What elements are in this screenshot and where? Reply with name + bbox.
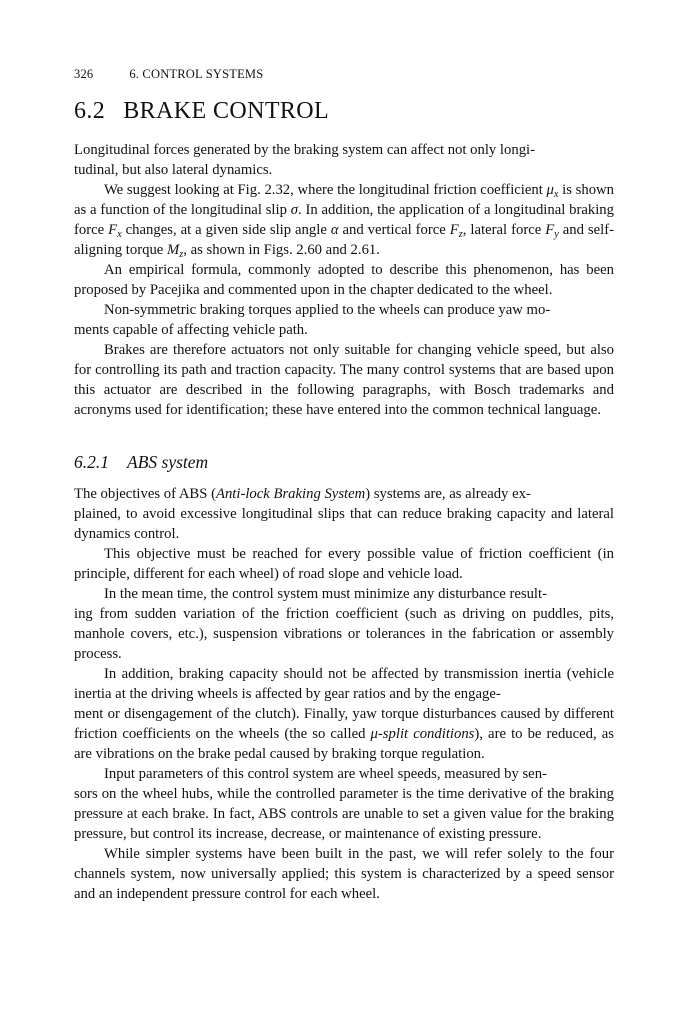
paragraph: An empirical formula, commonly adopted to describe this phenomenon, has been proposed by Pacejika and commented upon in the chapter dedicated to the wheel. [74, 262, 614, 298]
section-title: BRAKE CONTROL [123, 98, 330, 124]
paragraph: Input parameters of this control system are wheel speeds, measured by sen- sors on the wheel hubs, while the controlled parameter is the time derivative of the braking pressure at each brake. In fact, ABS controls are unable to set a given value for the braking pressure, but control its increase, decrease, or maintenance of existing pressure. [74, 766, 614, 842]
subsection-body [74, 484, 614, 904]
chapter-title: 6. CONTROL SYSTEMS [129, 67, 264, 81]
section-heading [74, 96, 614, 126]
paragraph: We suggest looking at Fig. 2.32, where the longitudinal friction coefficient $\mu_x$ is shown as a function of the longitudinal slip σ. In addition, the application of a longitudinal braking force $F_x$ changes, at a given side slip angle α and vertical force $F_z$, lateral force $F_y$ and self-aligning torque $M_z$, as shown in Figs. 2.60 and 2.61. [74, 182, 615, 261]
subsection-heading [74, 451, 614, 473]
running-head [74, 64, 614, 84]
section-body [74, 140, 614, 420]
paragraph: Non-symmetric braking torques applied to the wheels can produce yaw mo- ments capable of affecting vehicle path. [74, 302, 551, 338]
page [74, 64, 614, 904]
paragraph: Brakes are therefore actuators not only suitable for changing vehicle speed, but also for controlling its path and traction capacity. The many control systems that are based upon this actuator are described in the following paragraphs, with Bosch trademarks and acronyms used for identification; these have entered into the common technical language. [74, 342, 614, 418]
section-number: 6.2 [74, 98, 106, 124]
paragraph: This objective must be reached for every possible value of friction coefficient (in principle, different for each wheel) of road slope and vehicle load. [74, 546, 614, 582]
subsection-number: 6.2.1 [74, 452, 109, 472]
paragraph: The objectives of ABS (Anti-lock Braking System) systems are, as already ex- plained, to avoid excessive longitudinal slips that can reduce braking capacity and lateral dynamics control. [74, 486, 614, 542]
page-number: 326 [74, 67, 94, 81]
paragraph: In addition, braking capacity should not be affected by transmission inertia (vehicle inertia at the driving wheels is affected by gear ratios and by the engage- ment or disengagement of the clutch). Finally, yaw torque disturbances caused by different friction coefficients on the wheels (the so called μ-split conditions), are to be reduced, as are vibrations on the brake pedal caused by braking torque regulation. [74, 666, 615, 762]
paragraph: In the mean time, the control system must minimize any disturbance result- ing from sudden variation of the friction coefficient (such as driving on puddles, pits, manhole covers, etc.), suspension vibrations or tolerances in the fabrication or assembly process. [74, 586, 614, 662]
paragraph: Longitudinal forces generated by the braking system can affect not only longi- tudinal, but also lateral dynamics. [74, 142, 536, 178]
paragraph: While simpler systems have been built in the past, we will refer solely to the four channels system, now universally applied; this system is characterized by a speed sensor and an independent pressure control for each wheel. [74, 846, 614, 902]
subsection-title: ABS system [127, 452, 209, 472]
